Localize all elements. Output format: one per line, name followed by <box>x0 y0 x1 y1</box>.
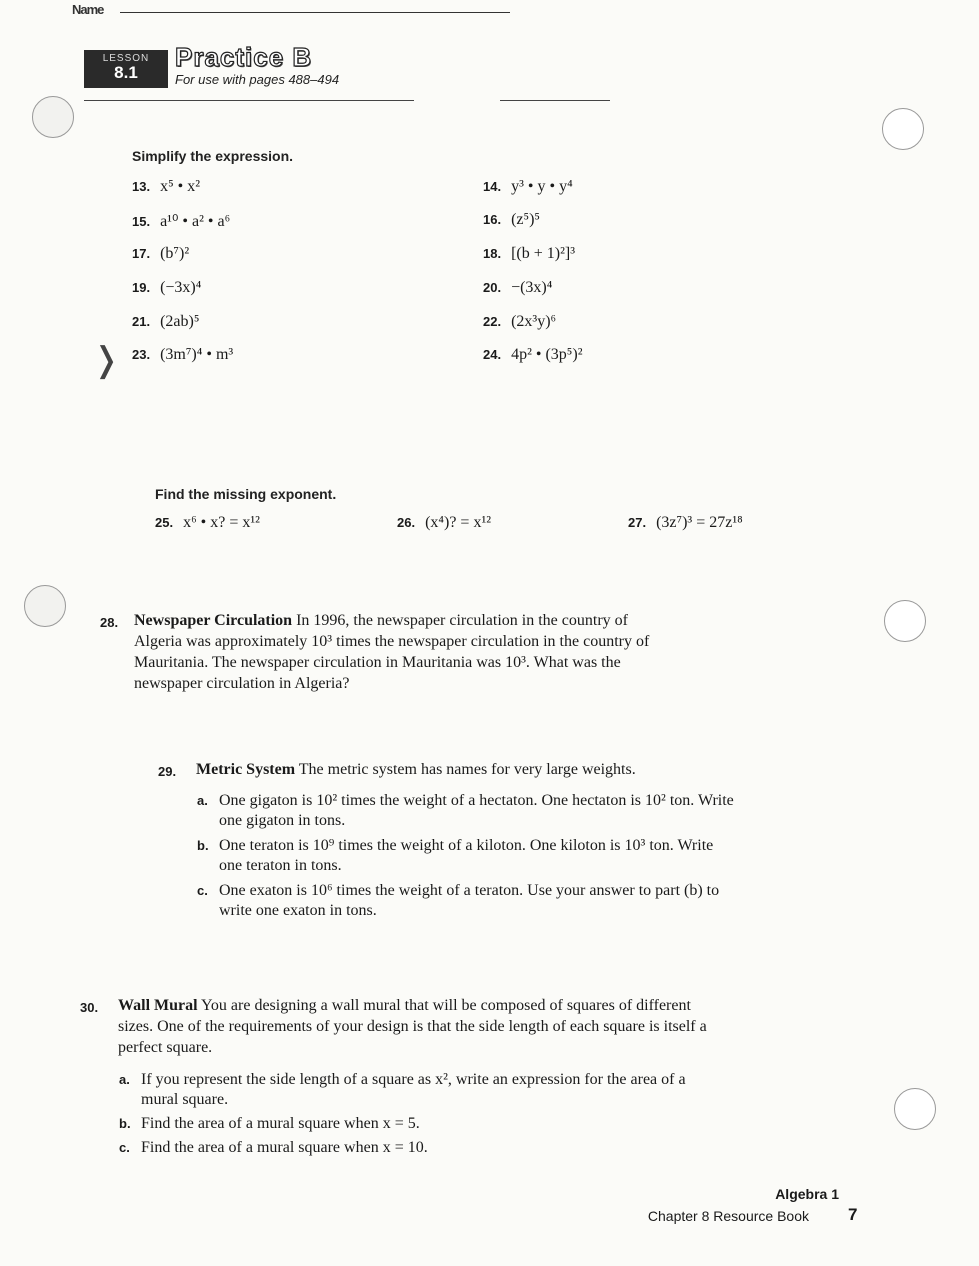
problem-number: 28. <box>100 615 119 630</box>
problem-expression: [(b + 1)²]³ <box>511 245 576 262</box>
problem-24 <box>483 346 583 364</box>
problem-number: 26. <box>397 515 416 530</box>
section-heading-missing-exponent: Find the missing exponent. <box>155 486 337 502</box>
problem-27 <box>628 514 743 532</box>
name-label: Name <box>72 2 104 17</box>
binder-hole-mid-left <box>24 585 66 627</box>
lesson-badge <box>84 50 168 88</box>
binder-hole-mid-right <box>884 600 926 642</box>
part-letter: b. <box>119 1116 131 1131</box>
footer-book-title: Algebra 1 <box>775 1186 839 1202</box>
problem-expression: (x⁴)? = x¹² <box>425 514 492 531</box>
problem-number: 25. <box>155 515 174 530</box>
problem-expression: 4p² • (3p⁵)² <box>511 346 583 363</box>
header-rule-right <box>500 100 610 101</box>
problem-expression: (b⁷)² <box>160 245 190 262</box>
problem-title: Wall Mural <box>118 997 198 1014</box>
problem-title: Metric System <box>196 761 296 778</box>
problem-30-parts <box>119 1070 701 1158</box>
problem-number: 22. <box>483 314 502 329</box>
problem-text: In 1996, the newspaper circulation in the country of Algeria was approximately 10³ times the newspaper circulation in the country of Mauritania. The newspaper circulation in Mauritania was 10³. What was the newspaper circulation in Algeria? <box>134 612 650 692</box>
part-c <box>119 1138 701 1158</box>
problem-expression: (3z⁷)³ = 27z¹⁸ <box>656 514 743 531</box>
problem-text: The metric system has names for very large weights. <box>298 761 636 778</box>
lesson-number: 8.1 <box>114 63 138 82</box>
problem-29-parts <box>197 791 739 921</box>
problem-number: 18. <box>483 246 502 261</box>
page-subtitle: For use with pages 488–494 <box>175 72 340 87</box>
part-text: One exaton is 10⁶ times the weight of a teraton. Use your answer to part (b) to write one exaton in tons. <box>219 882 720 919</box>
problem-21 <box>132 313 199 331</box>
name-line <box>120 12 510 13</box>
problem-expression: x⁶ • x? = x¹² <box>183 514 260 531</box>
problem-13 <box>132 178 200 196</box>
part-letter: a. <box>119 1072 130 1087</box>
part-b <box>119 1114 701 1134</box>
part-text: Find the area of a mural square when x = 5. <box>141 1115 420 1132</box>
part-text: Find the area of a mural square when x = 10. <box>141 1139 428 1156</box>
problem-number: 21. <box>132 314 151 329</box>
problem-number: 15. <box>132 214 151 229</box>
problem-number: 16. <box>483 212 502 227</box>
page-title: Practice B <box>175 42 313 72</box>
problem-14 <box>483 178 573 196</box>
problem-29 <box>158 759 756 780</box>
part-c <box>197 881 739 921</box>
section-heading-simplify: Simplify the expression. <box>132 148 294 164</box>
problem-expression: (2ab)⁵ <box>160 313 200 330</box>
problem-number: 19. <box>132 280 151 295</box>
lesson-label: LESSON <box>102 53 150 64</box>
handwritten-bracket: ❭ <box>92 342 121 379</box>
footer-resource-title: Chapter 8 Resource Book <box>647 1208 809 1224</box>
part-text: If you represent the side length of a square as x², write an expression for the area of a mural square. <box>141 1071 686 1108</box>
problem-title: Newspaper Circulation <box>134 612 293 629</box>
problem-20 <box>483 279 552 297</box>
problem-28 <box>100 610 674 694</box>
problem-number: 30. <box>80 1000 99 1015</box>
problem-expression: (2x³y)⁶ <box>511 313 557 330</box>
problem-expression: (−3x)⁴ <box>160 279 202 296</box>
binder-hole-top-right <box>882 108 924 150</box>
problem-number: 23. <box>132 347 151 362</box>
problem-number: 13. <box>132 179 151 194</box>
problem-number: 29. <box>158 764 177 779</box>
header-rule-left <box>84 100 414 101</box>
part-letter: c. <box>119 1140 130 1155</box>
part-text: One teraton is 10⁹ times the weight of a kiloton. One kiloton is 10³ ton. Write one teraton in tons. <box>219 837 714 874</box>
part-b <box>197 836 739 876</box>
problem-number: 14. <box>483 179 502 194</box>
part-letter: a. <box>197 793 208 808</box>
problem-number: 20. <box>483 280 502 295</box>
problem-expression: (3m⁷)⁴ • m³ <box>160 346 234 363</box>
problem-expression: (z⁵)⁵ <box>511 211 540 228</box>
problem-30 <box>80 995 708 1058</box>
part-a <box>119 1070 701 1110</box>
problem-19 <box>132 279 201 297</box>
problem-text: You are designing a wall mural that will be composed of squares of different sizes. One of the requirements of your design is that the side length of each square is itself a perfect square. <box>118 997 707 1056</box>
part-a <box>197 791 739 831</box>
problem-expression: −(3x)⁴ <box>511 279 553 296</box>
part-letter: c. <box>197 883 208 898</box>
problem-22 <box>483 313 556 331</box>
problem-number: 17. <box>132 246 151 261</box>
problem-15 <box>132 211 230 231</box>
problem-16 <box>483 211 540 229</box>
problem-expression: x⁵ • x² <box>160 178 201 195</box>
problem-17 <box>132 245 189 263</box>
page-number: 7 <box>848 1205 858 1224</box>
problem-number: 24. <box>483 347 502 362</box>
part-letter: b. <box>197 838 209 853</box>
problem-expression: a¹⁰ • a² • a⁶ <box>160 213 231 230</box>
binder-hole-top-left <box>32 96 74 138</box>
part-text: One gigaton is 10² times the weight of a hectaton. One hectaton is 10² ton. Write one gigaton in tons. <box>219 792 734 829</box>
problem-number: 27. <box>628 515 647 530</box>
binder-hole-bottom-right <box>894 1088 936 1130</box>
problem-25 <box>155 514 260 532</box>
problem-26 <box>397 514 491 532</box>
problem-expression: y³ • y • y⁴ <box>511 178 573 195</box>
problem-23 <box>132 346 233 364</box>
problem-18 <box>483 245 575 263</box>
